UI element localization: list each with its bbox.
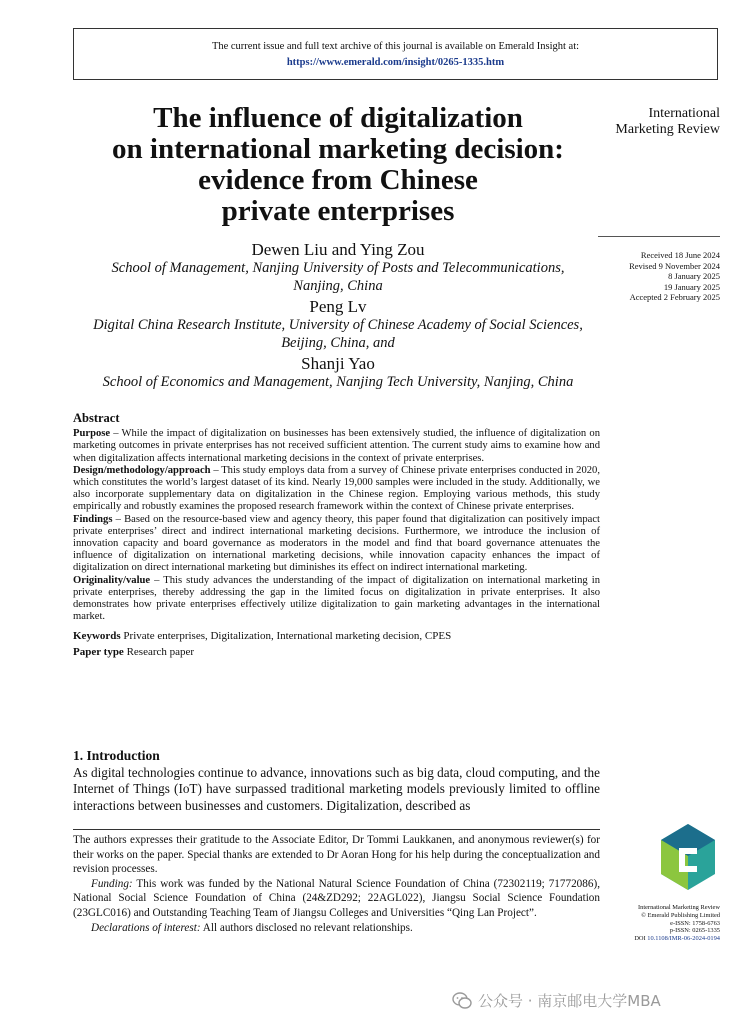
abstract-heading: Abstract	[73, 411, 120, 425]
date-received: Received 18 June 2024	[640, 250, 720, 260]
watermark-text: 公众号 · 南京邮电大学MBA	[478, 992, 661, 1010]
date-revised-3: 19 January 2025	[663, 281, 720, 292]
abstract-purpose: Purpose – While the impact of digitalization on businesses has been extensively studied, the influence of digitalization on marketing outcomes in private enterprises has not received sufficient attention. The current study aims to examine how and when digitalization affects international marketing decisions in the context of private enterprises.	[73, 428, 600, 464]
journal-access-notice	[73, 28, 718, 80]
introduction-section	[73, 748, 600, 814]
wechat-watermark	[452, 990, 661, 1011]
author-name: Dewen Liu and Ying Zou	[251, 240, 425, 259]
section-heading: 1. Introduction	[73, 748, 160, 763]
abstract-originality: Originality/value – This study advances the understanding of the impact of digitalization on international marketing in private enterprises, thereby addressing the gap in the limited focus on digitalization in private enterprises. It also demonstrates how private enterprises effectively utilize digitalization to gain marketing advantages in the international market.	[73, 574, 600, 623]
date-revised-2: 8 January 2025	[668, 271, 720, 281]
author-affiliation: School of Economics and Management, Nanjing Tech University, Nanjing, China	[102, 374, 574, 390]
publication-info: International Marketing Review © Emerald Publishing Limited e-ISSN: 1758-6763 p-ISSN: 0265-1335 DOI 10.1108/IMR-06-2024-0194	[634, 904, 720, 943]
author-affiliation: School of Management, Nanjing University of Posts and Telecommunications,	[111, 260, 565, 276]
notice-text: The current issue and full text archive of this journal is available on Emerald Insight at:	[211, 41, 580, 52]
journal-url-link[interactable]: https://www.emerald.com/insight/0265-1335.htm	[286, 57, 505, 68]
date-accepted: Accepted 2 February 2025	[629, 292, 720, 302]
wechat-icon	[452, 992, 472, 1010]
abstract	[73, 412, 600, 660]
footnote-divider	[73, 829, 600, 830]
author-block	[73, 240, 603, 392]
paper-title: The influence of digitalization on international marketing decision: evidence from Chinese private enterprises	[112, 102, 564, 227]
date-revised: Revised 9 November 2024	[629, 260, 720, 271]
emerald-logo-icon	[657, 822, 719, 892]
author-name: Shanji Yao	[301, 354, 375, 373]
keywords: Keywords Private enterprises, Digitalization, International marketing decision, CPES	[73, 630, 452, 643]
acknowledgement: The authors expresses their gratitude to the Associate Editor, Dr Tommi Laukkanen, and anonymous reviewer(s) for their works on the paper. Special thanks are extended to Dr Aoran Hong for his help during the conceptualization and revision processes.	[73, 834, 600, 876]
paper-type: Paper type Research paper	[73, 646, 195, 659]
declarations-note: Declarations of interest: All authors disclosed no relevant relationships.	[91, 921, 413, 934]
author-affiliation: Beijing, China, and	[281, 334, 395, 351]
author-affiliation: Nanjing, China	[293, 277, 383, 294]
author-name: Peng Lv	[309, 297, 367, 316]
intro-paragraph: As digital technologies continue to advance, innovations such as big data, cloud computing, and the Internet of Things (IoT) have surpassed traditional marketing models previously limited to offline interactions between businesses and customers. Digitalization, described as	[73, 764, 600, 813]
author-affiliation: Digital China Research Institute, University of Chinese Academy of Social Sciences,	[93, 317, 583, 333]
doi-link[interactable]: 10.1108/IMR-06-2024-0194	[647, 935, 720, 943]
submission-dates	[590, 250, 720, 303]
journal-name: International Marketing Review	[615, 106, 720, 137]
abstract-design: Design/methodology/approach – This study employs data from a survey of Chinese private enterprises conducted in 2020, which constitutes the world’s largest dataset of its kind. Nearly 19,000 samples were included in the study. Additionally, we also incorporate supplementary data on digitalization in the Chinese region. Employing various methods, this study empirically and robustly examines the proposed research framework within the context of Chinese private enterprises.	[73, 464, 600, 513]
dates-divider	[598, 236, 720, 237]
footnotes	[73, 833, 600, 935]
funding-note: Funding: This work was funded by the National Natural Science Foundation of China (72302119; 71772086), National Social Science Foundation of China (24&ZD292; 22AGL022), Jiangsu Social Science Foundation (23GLC016) and Outstanding Teaching Team of Jiangsu Colleges and Universities “Qing Lan Project”.	[73, 877, 600, 919]
abstract-findings: Findings – Based on the resource-based view and agency theory, this paper found that digitalization can positively impact private enterprises’ direct and indirect international marketing decisions. Furthermore, we introduce the inclusion of innovation capacity and board governance as moderators in the model and find that board governance attenuates the influence of digitalization on international marketing decisions, while innovation capacity enhances the impact of digitalization on direct international marketing but diminishes its effect on indirect international marketing.	[73, 513, 600, 574]
